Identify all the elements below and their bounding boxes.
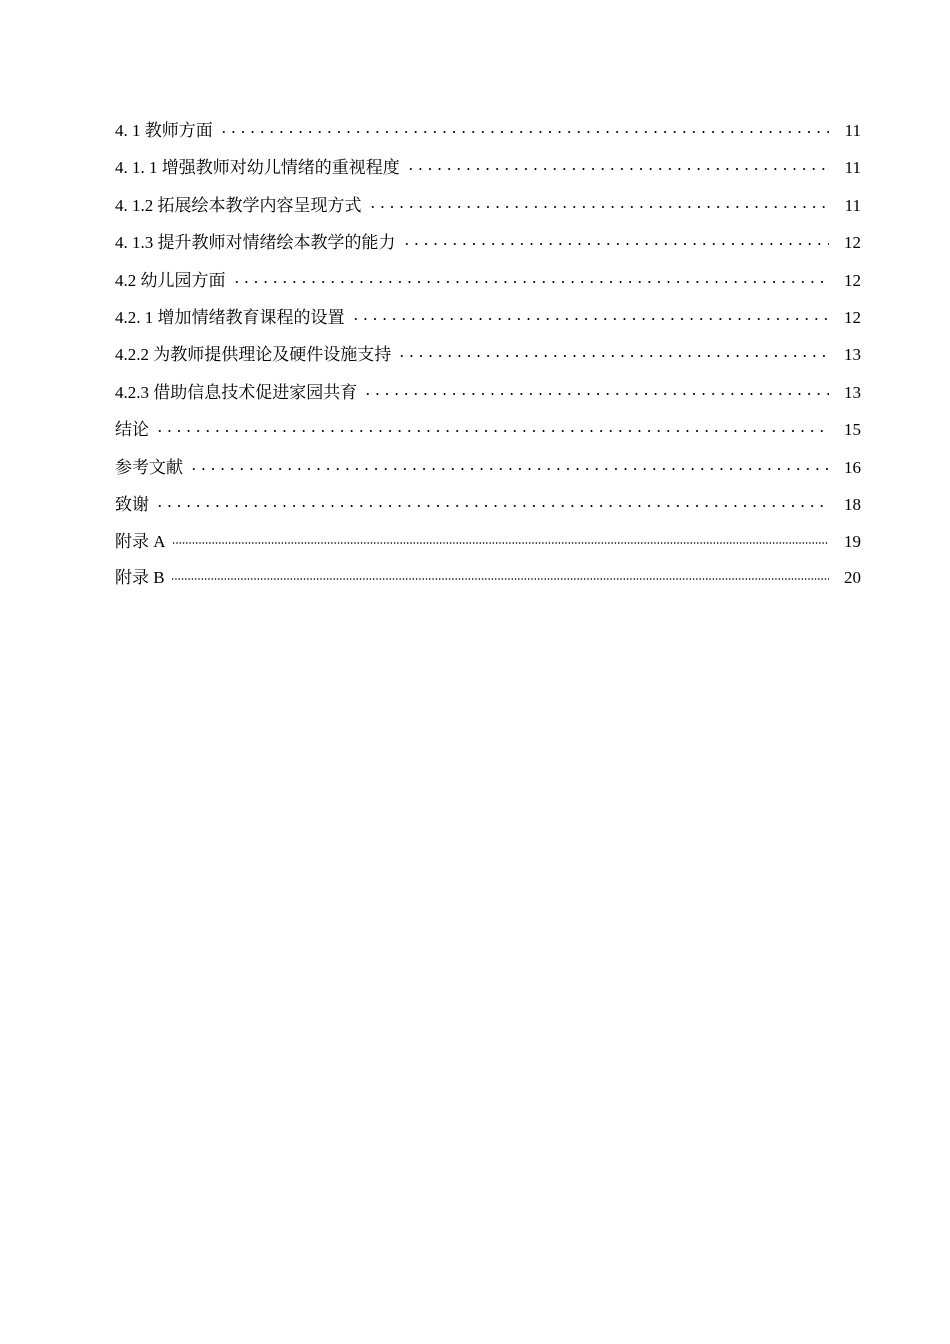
toc-entry-page: 13 (844, 382, 861, 402)
toc-entry-title: 4.2. 1 增加情绪教育课程的设置 (115, 307, 345, 327)
toc-entry-page: 11 (844, 195, 861, 215)
toc-entry[interactable] (115, 265, 861, 302)
toc-dot-leader (351, 303, 830, 323)
toc-entry-page: 13 (844, 345, 861, 365)
toc-entry-title: 4.2 幼儿园方面 (115, 270, 226, 290)
toc-entry[interactable] (115, 190, 861, 227)
toc-dot-leader (368, 191, 830, 211)
toc-entry-title: 附录 B (115, 568, 165, 588)
toc-entry-title: 附录 A (115, 531, 166, 551)
toc-entry-title: 致谢 (115, 494, 149, 514)
toc-dot-leader (397, 340, 829, 360)
toc-entry-page: 11 (844, 121, 861, 140)
toc-dot-leader (406, 153, 829, 173)
table-of-contents (115, 115, 861, 599)
toc-entry[interactable] (115, 562, 861, 599)
toc-entry-title: 参考文献 (115, 457, 183, 477)
toc-dot-leader (363, 378, 829, 398)
toc-entry-title: 结论 (115, 420, 149, 440)
toc-dot-leader (189, 453, 829, 473)
toc-entry-title: 4. 1. 1 增强教师对幼儿情绪的重视程度 (115, 158, 400, 178)
toc-entry[interactable] (115, 414, 861, 451)
toc-entry-page: 15 (844, 420, 861, 440)
toc-entry[interactable] (115, 302, 861, 339)
toc-entry-title: 4.2.2 为教师提供理论及硬件设施支持 (115, 345, 392, 365)
toc-dot-leader (172, 527, 829, 547)
toc-entry-page: 12 (844, 233, 861, 253)
toc-dot-leader (171, 563, 829, 583)
toc-entry-page: 11 (844, 158, 861, 178)
toc-entry-page: 18 (844, 494, 861, 514)
toc-entry[interactable] (115, 227, 861, 264)
toc-entry-page: 16 (844, 457, 861, 477)
toc-dot-leader (232, 266, 830, 286)
toc-entry-title: 4. 1.3 提升教师对情绪绘本教学的能力 (115, 233, 396, 253)
toc-entry-page: 20 (844, 568, 861, 588)
toc-entry[interactable] (115, 489, 861, 526)
toc-dot-leader (219, 116, 829, 136)
toc-entry[interactable] (115, 377, 861, 414)
toc-entry-page: 12 (844, 307, 861, 327)
toc-entry[interactable] (115, 526, 861, 563)
toc-dot-leader (155, 490, 829, 510)
toc-entry-title: 4. 1.2 拓展绘本教学内容呈现方式 (115, 195, 362, 215)
toc-entry-page: 12 (844, 270, 861, 290)
toc-entry[interactable] (115, 452, 861, 489)
toc-entry-title: 4. 1 教师方面 (115, 121, 213, 140)
toc-entry[interactable] (115, 115, 861, 152)
toc-dot-leader (402, 228, 830, 248)
toc-dot-leader (155, 415, 829, 435)
toc-entry[interactable] (115, 339, 861, 376)
toc-entry-page: 19 (844, 531, 861, 551)
toc-entry[interactable] (115, 152, 861, 189)
toc-entry-title: 4.2.3 借助信息技术促进家园共育 (115, 382, 358, 402)
